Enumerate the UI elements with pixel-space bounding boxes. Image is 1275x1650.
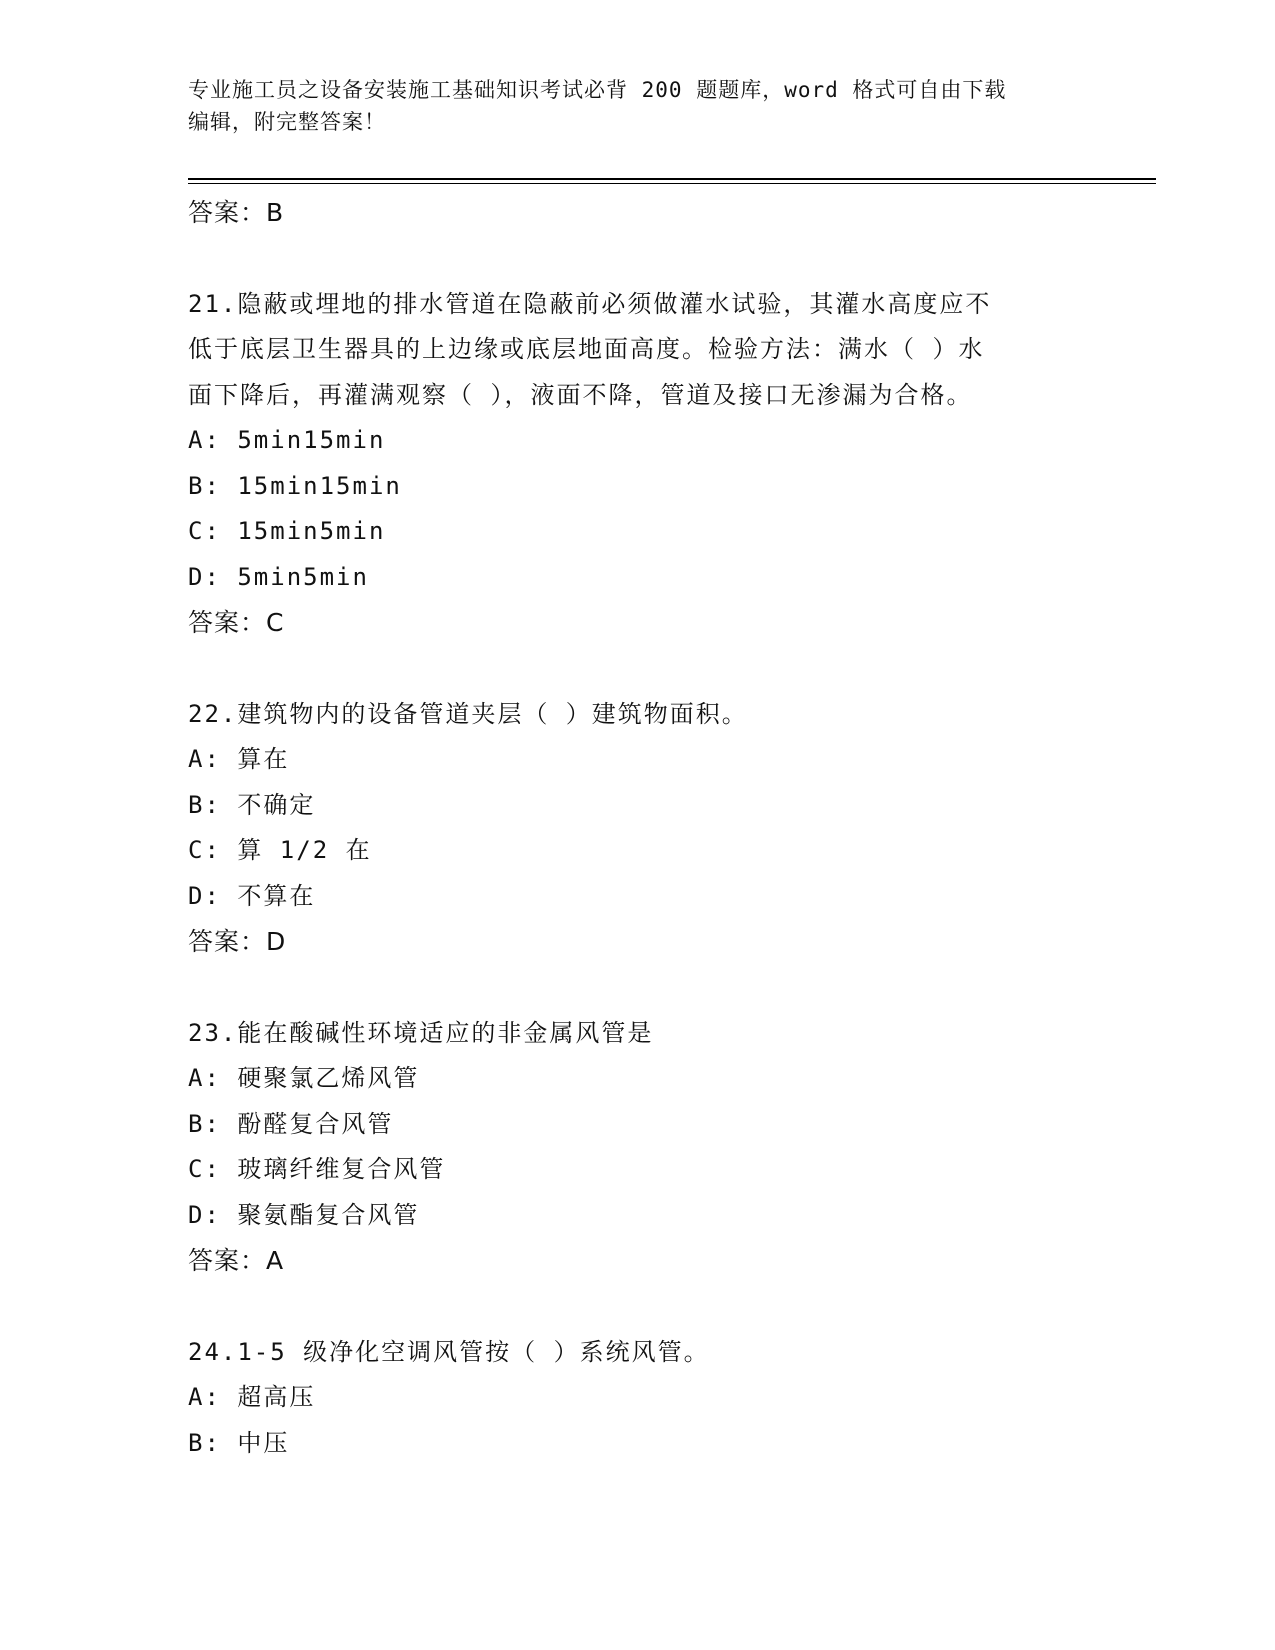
option-b: B: 酚醛复合风管 (188, 1109, 394, 1138)
option-a: A: 硬聚氯乙烯风管 (188, 1064, 420, 1092)
question-24 (188, 1330, 1088, 1467)
question-text: 24.1-5 级净化空调风管按（ ）系统风管。 (188, 1337, 710, 1366)
question-text-line: 21.隐蔽或埋地的排水管道在隐蔽前必须做灌水试验，其灌水高度应不 (188, 289, 992, 318)
option-d: D: 5min5min (188, 562, 369, 591)
question-text: 22.建筑物内的设备管道夹层（ ）建筑物面积。 (188, 699, 748, 728)
question-21 (188, 282, 1088, 646)
question-23 (188, 1011, 1088, 1284)
question-list (188, 190, 1088, 1466)
answer-prev: 答案：B (188, 198, 285, 227)
option-a: A: 算在 (188, 745, 290, 773)
spacer (188, 1284, 1088, 1330)
answer: 答案：C (188, 608, 285, 637)
spacer (188, 965, 1088, 1011)
header-line-2: 编辑，附完整答案！ (188, 110, 386, 134)
option-b: B: 中压 (188, 1428, 290, 1457)
question-text: 23.能在酸碱性环境适应的非金属风管是 (188, 1018, 654, 1047)
option-c: C: 算 1/2 在 (188, 836, 372, 864)
option-b: B: 15min15min (188, 471, 402, 500)
option-b: B: 不确定 (188, 790, 316, 819)
header-line-1: 专业施工员之设备安装施工基础知识考试必背 200 题题库，word 格式可自由下载 (188, 78, 1007, 102)
option-a: A: 超高压 (188, 1383, 316, 1411)
answer: 答案：A (188, 1246, 285, 1275)
question-text-line: 低于底层卫生器具的上边缘或底层地面高度。检验方法：满水（ ）水 (188, 335, 985, 363)
header-divider-thin (188, 183, 1156, 184)
option-d: D: 聚氨酯复合风管 (188, 1200, 420, 1229)
option-a: A: 5min15min (188, 426, 386, 454)
header-divider-thick (188, 178, 1156, 180)
spacer (188, 236, 1088, 282)
option-c: C: 15min5min (188, 517, 386, 545)
spacer (188, 646, 1088, 692)
answer: 答案：D (188, 927, 287, 956)
option-c: C: 玻璃纤维复合风管 (188, 1155, 446, 1183)
question-text-line: 面下降后，再灌满观察（ ），液面不降，管道及接口无渗漏为合格。 (188, 380, 973, 409)
question-22 (188, 692, 1088, 965)
option-d: D: 不算在 (188, 881, 316, 910)
page-header (188, 74, 1068, 138)
